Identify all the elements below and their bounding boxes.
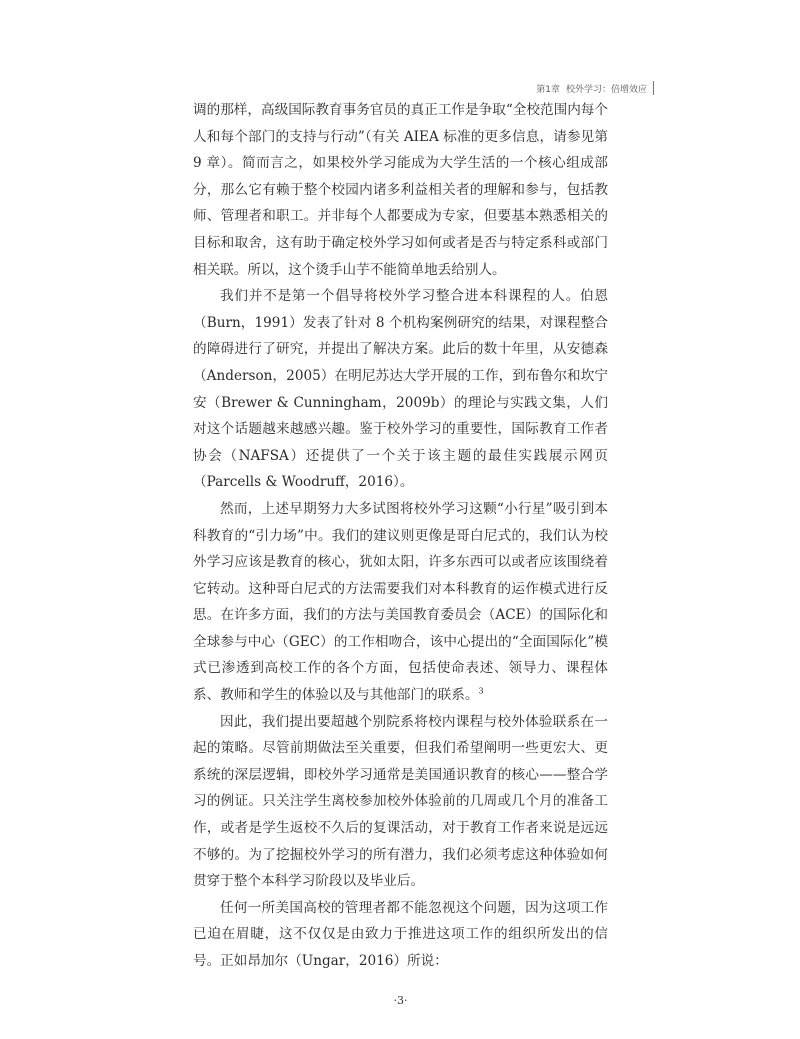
- body-text: [193, 97, 608, 975]
- paragraph: [193, 496, 608, 709]
- paragraph: 因此，我们提出要超越个别院系将校内课程与校外体验联系在一起的策略。尽管前期做法至关重要，但我们希望阐明一些更宏大、更系统的深层逻辑，即校外学习通常是美国通识教育的核心——整合学习的例证。只关注学生离校参加校外体验前的几周或几个月的准备工作，或者是学生返校不久后的复课活动，对于教育工作者来说是远远不够的。为了挖掘校外学习的所有潜力，我们必须考虑这种体验如何贯穿于整个本科学习阶段以及毕业后。: [193, 713, 608, 890]
- paragraph: 任何一所美国高校的管理者都不能忽视这个问题，因为这项工作已迫在眉睫，这不仅仅是由致力于推进这项工作的组织所发出的信号。正如昂加尔（Ungar，2016）所说：: [193, 899, 608, 969]
- chapter-title: 校外学习：倍增效应: [565, 84, 647, 95]
- running-header: [536, 81, 654, 95]
- header-divider: [653, 81, 654, 95]
- paragraph: 我们并不是第一个倡导将校外学习整合进本科课程的人。伯恩（Burn，1991）发表了针对 8 个机构案例研究的结果，对课程整合的障碍进行了研究，并提出了解决方案。此后的数十年里，从安德森（Anderson，2005）在明尼苏达大学开展的工作，到布鲁尔和坎宁安（Brewer & Cunningham，2009b）的理论与实践文集，人们对这个话题越来越感兴趣。鉴于校外学习的重要性，国际教育工作者协会（NAFSA）还提供了一个关于该主题的最佳实践展示网页（Parcells & Woodruff，2016）。: [193, 288, 608, 491]
- paragraph-text: 然而，上述早期努力大多试图将校外学习这颗“小行星”吸引到本科教育的“引力场”中。我们的建议则更像是哥白尼式的，我们认为校外学习应该是教育的核心，犹如太阳，许多东西可以或者应该围绕着它转动。这种哥白尼式的方法需要我们对本科教育的运作模式进行反思。在许多方面，我们的方法与美国教育委员会（ACE）的国际化和全球参与中心（GEC）的工作相吻合，该中心提出的“全面国际化”模式已渗透到高校工作的各个方面，包括使命表述、领导力、课程体系、教师和学生的体验以及与其他部门的联系。: [193, 500, 608, 704]
- footnote-marker: 3: [478, 686, 484, 696]
- chapter-label: 第1章: [536, 84, 560, 95]
- paragraph: 调的那样，高级国际教育事务官员的真正工作是争取“全校范围内每个人和每个部门的支持与行动”（有关 AIEA 标准的更多信息，请参见第 9 章）。简而言之，如果校外学习能成为大学生活的一个核心组成部分，那么它有赖于整个校园内诸多利益相关者的理解和参与，包括教师、管理者和职工。并非每个人都要成为专家，但要基本熟悉相关的目标和取舍，这有助于确定校外学习如何或者是否与特定系科或部门相关联。所以，这个烫手山芋不能简单地丢给别人。: [193, 102, 608, 278]
- page-number: ·3·: [393, 993, 408, 1007]
